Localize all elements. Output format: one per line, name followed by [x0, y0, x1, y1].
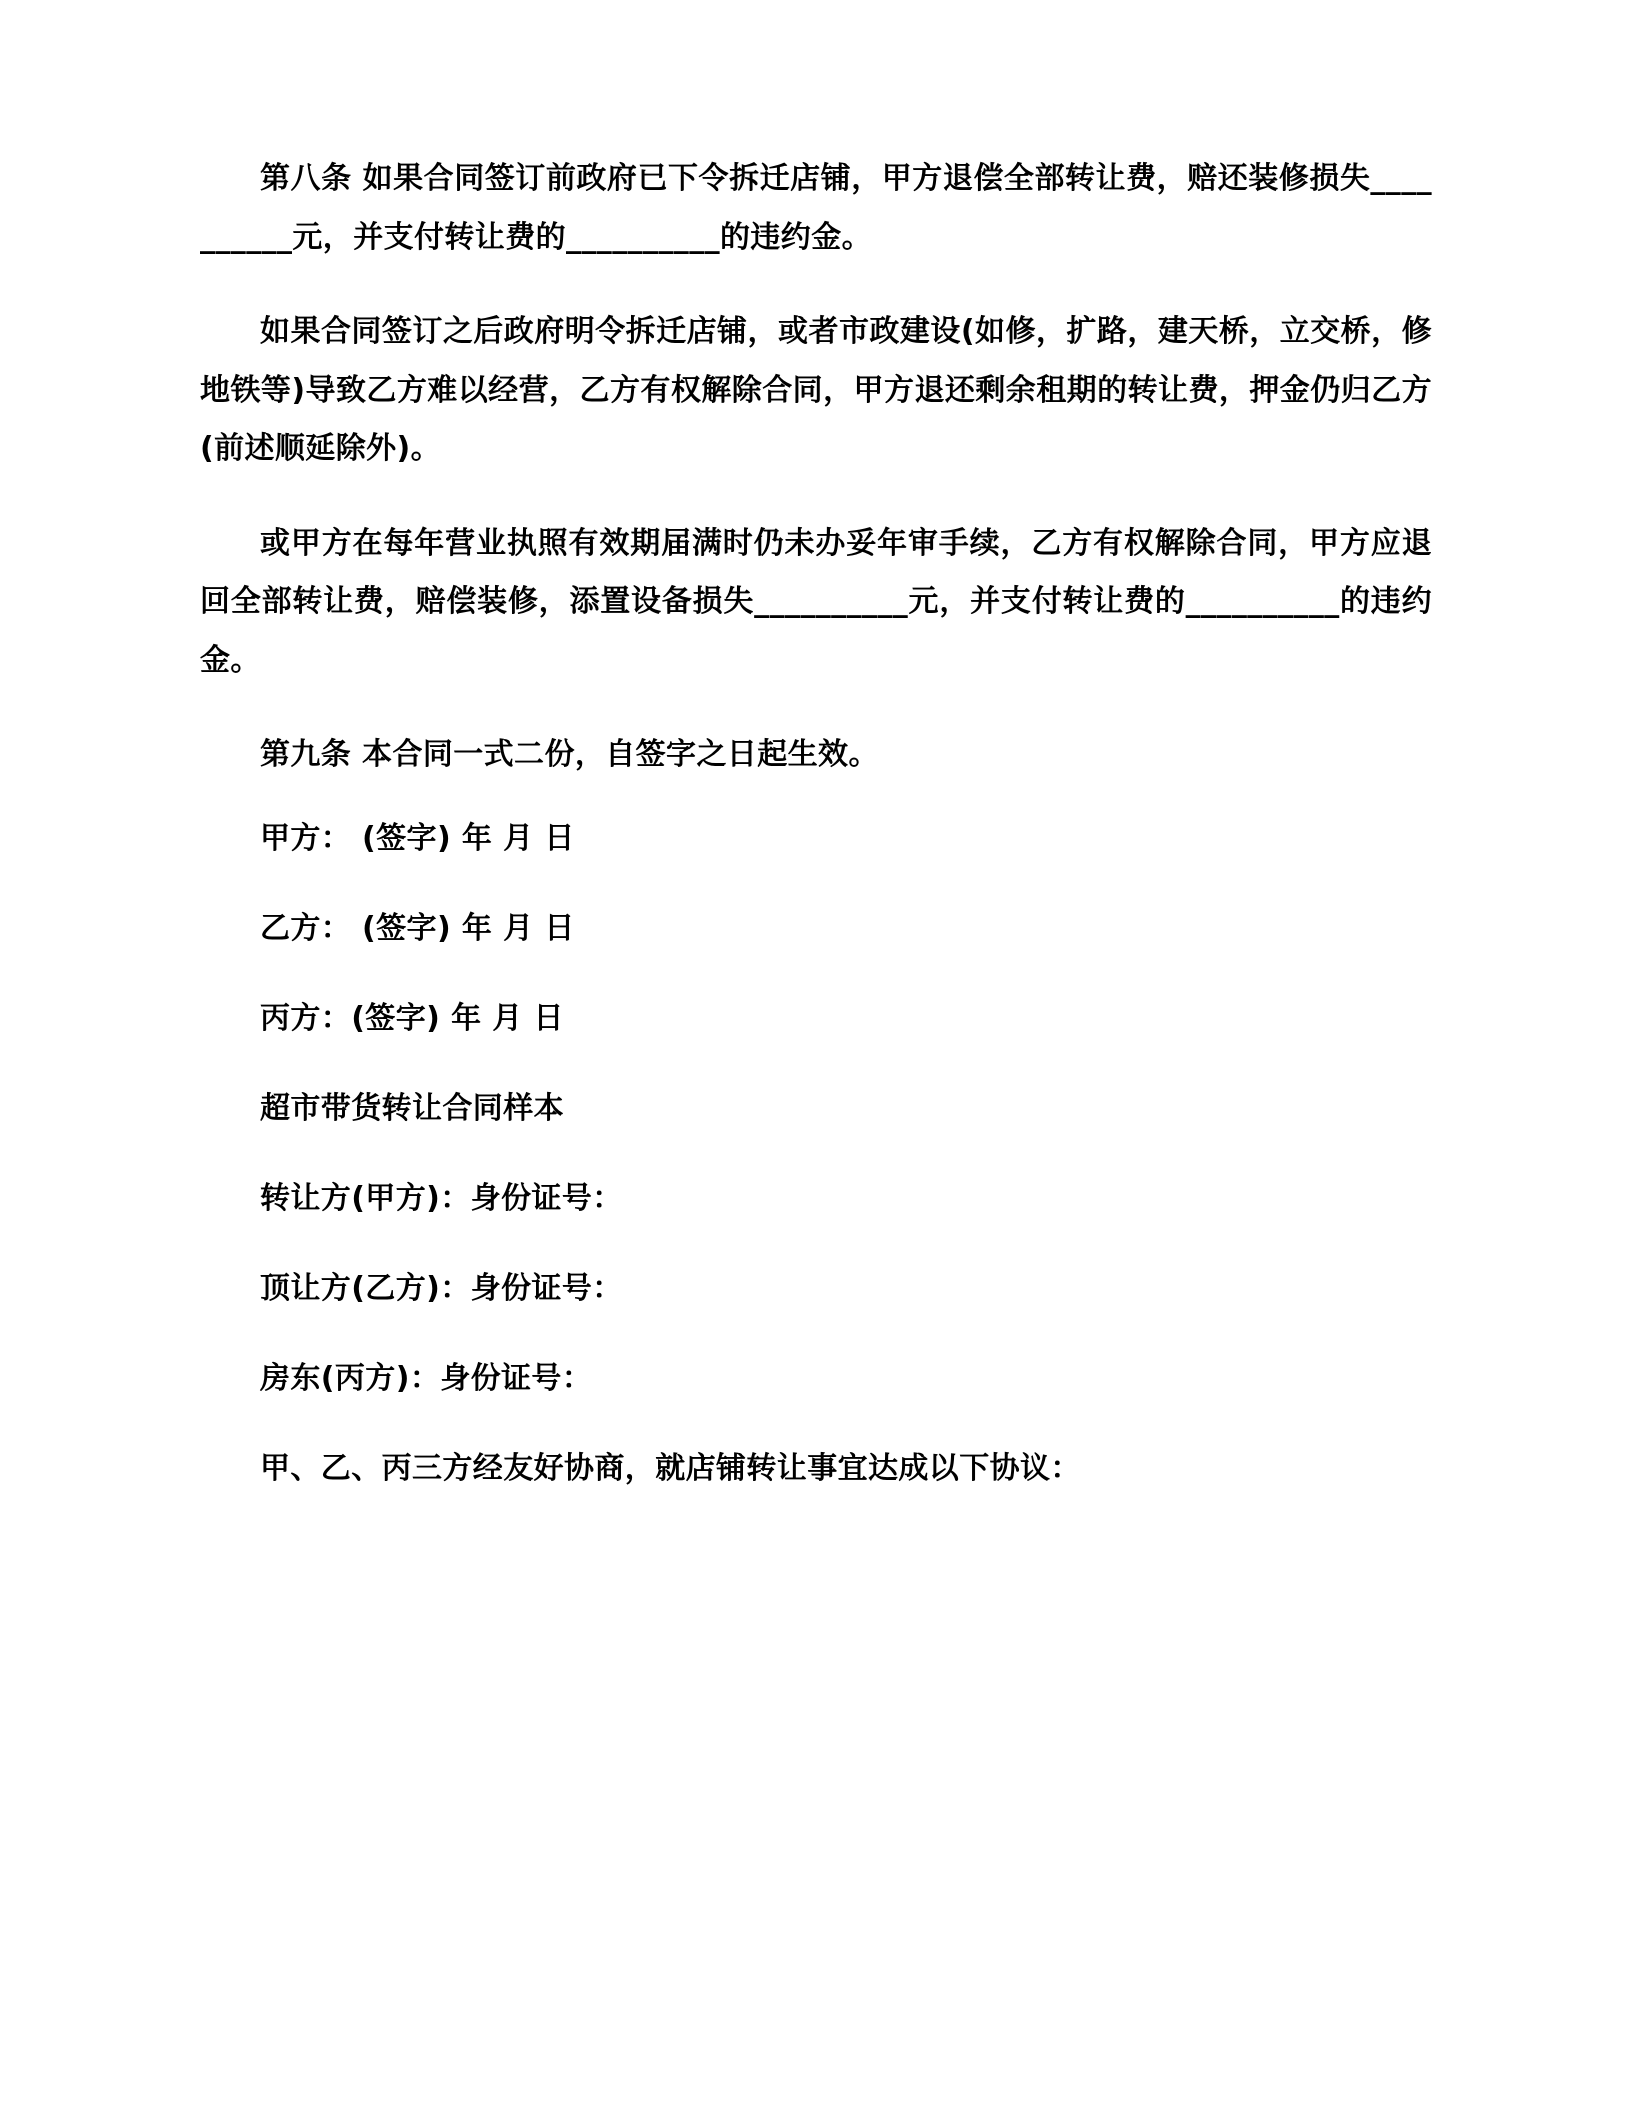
- sample-contract-title: 超市带货转让合同样本: [260, 1090, 564, 1126]
- license-annual-review-paragraph: 或甲方在每年营业执照有效期届满时仍未办妥年审手续，乙方有权解除合同，甲方应退回全部转让费，赔偿装修，添置设备损失__________元，并支付转让费的__________的违约金。: [200, 525, 1432, 678]
- demolition-clause-paragraph: 如果合同签订之后政府明令拆迁店铺，或者市政建设(如修，扩路，建天桥，立交桥，修地铁等)导致乙方难以经营，乙方有权解除合同，甲方退还剩余租期的转让费，押金仍归乙方(前述顺延除外)。: [200, 314, 1433, 466]
- signature-line-party-c: 丙方：(签字) 年 月 日: [260, 1000, 564, 1036]
- signature-line-party-b: 乙方： (签字) 年 月 日: [260, 910, 575, 946]
- landlord-line: 房东(丙方)：身份证号：: [260, 1360, 593, 1396]
- document-body: [200, 150, 1432, 1493]
- signature-line-party-a: 甲方： (签字) 年 月 日: [260, 820, 575, 856]
- article-eight-paragraph: 第八条 如果合同签订前政府已下令拆迁店铺，甲方退偿全部转让费，赔还装修损失__________元，并支付转让费的__________的违约金。: [200, 161, 1432, 255]
- transferor-line: 转让方(甲方)：身份证号：: [260, 1180, 623, 1216]
- transferee-line: 顶让方(乙方)：身份证号：: [260, 1270, 623, 1306]
- agreement-intro-paragraph: 甲、乙、丙三方经友好协商，就店铺转让事宜达成以下协议：: [260, 1450, 1081, 1486]
- article-nine-paragraph: 第九条 本合同一式二份，自签字之日起生效。: [260, 737, 879, 772]
